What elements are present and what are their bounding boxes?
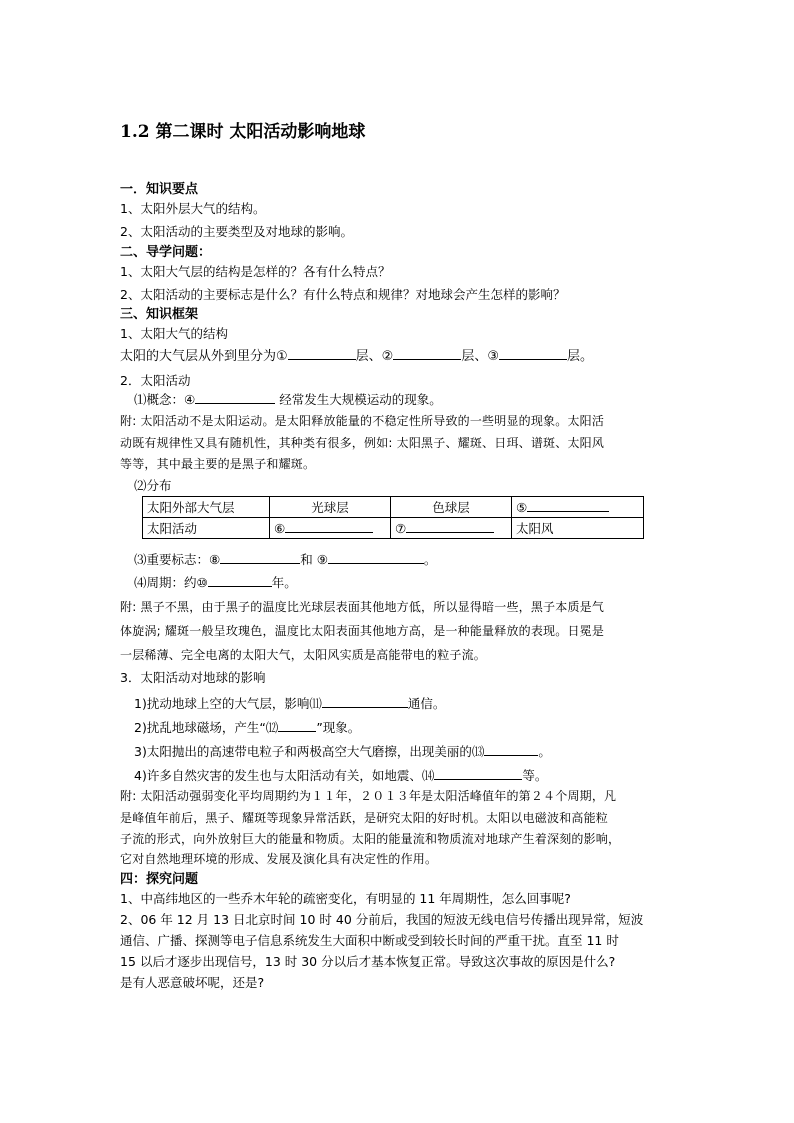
blank-9[interactable] xyxy=(328,551,424,564)
section1-item: 1、太阳外层大气的结构。 xyxy=(120,201,266,216)
impact-line: 1)扰动地球上空的大气层，影响⑾ 通信。 xyxy=(134,696,446,711)
period-line: ⑷周期：约⑩ 年。 xyxy=(134,575,297,590)
section4-line: 2、06 年 12 月 13 日北京时间 10 时 40 分前后，我国的短波无线电信号传播出现异常，短波 xyxy=(120,912,644,927)
section1-item: 2、太阳活动的主要类型及对地球的影响。 xyxy=(120,224,353,239)
table-cell: 光球层 xyxy=(270,497,391,518)
table-row xyxy=(143,497,644,518)
impact-line: 2)扰乱地球磁场，产生“⑿ ”现象。 xyxy=(134,720,361,735)
blank-10[interactable] xyxy=(208,574,272,587)
note3-line: 附: 太阳活动强弱变化平均周期约为１１年，２０１３年是太阳活峰值年的第２４个周期，凡 xyxy=(120,789,617,803)
blank-6[interactable] xyxy=(285,520,373,533)
section3-sub3: 3．太阳活动对地球的影响 xyxy=(120,670,266,685)
distribution-table xyxy=(142,496,644,539)
table-cell: 色球层 xyxy=(391,497,512,518)
section2-heading: 二、导学问题： xyxy=(120,245,212,260)
blank-11[interactable] xyxy=(322,695,408,708)
section4-line: 1、中高纬地区的一些乔木年轮的疏密变化，有明显的 11 年周期性，怎么回事呢? xyxy=(120,891,571,906)
layers-line: 太阳的大气层从外到里分为① 层、② 层、③ 层。 xyxy=(120,349,593,364)
section4-line: 是有人恶意破坏呢，还是? xyxy=(120,975,265,990)
page-title: 1.2 第二课时 太阳活动影响地球 xyxy=(120,122,366,142)
note1-line: 附: 太阳活动不是太阳运动。是太阳释放能量的不稳定性所导致的一些明显的现象。太阳活 xyxy=(120,414,605,428)
note2-line: 体旋涡; 耀斑一般呈玫瑰色，温度比太阳表面其他地方高，是一种能量释放的表现。日冕是 xyxy=(120,624,605,638)
concept-line: ⑴概念：④ 经常发生大规模运动的现象。 xyxy=(134,392,442,407)
table-cell: 太阳风 xyxy=(512,518,644,539)
blank-2[interactable] xyxy=(393,347,461,360)
section4-line: 15 以后才逐步出现信号，13 时 30 分以后才基本恢复正常。导致这次事故的原因是什么? xyxy=(120,954,616,969)
note3-line: 子流的形式，向外放射巨大的能量和物质。太阳的能量流和物质流对地球产生着深刻的影响， xyxy=(120,832,621,846)
blank-13[interactable] xyxy=(484,743,538,756)
table-row xyxy=(143,518,644,539)
note1-line: 动既有规律性又具有随机性，其种类有很多，例如: 太阳黑子、耀斑、日珥、谱斑、太阳风 xyxy=(120,436,605,450)
note1-line: 等等，其中最主要的是黑子和耀斑。 xyxy=(120,457,316,471)
table-cell: ⑥ xyxy=(270,518,391,539)
table-cell: 太阳外部大气层 xyxy=(143,497,270,518)
blank-7[interactable] xyxy=(406,520,494,533)
blank-1[interactable] xyxy=(288,347,356,360)
section1-heading: 一．知识要点 xyxy=(120,182,199,197)
note3-line: 它对自然地理环境的形成、发展及演化具有决定性的作用。 xyxy=(120,852,438,866)
signs-line: ⑶重要标志：⑧ 和 ⑨ 。 xyxy=(134,552,437,567)
note2-line: 附: 黑子不黑，由于黑子的温度比光球层表面其他地方低，所以显得暗一些，黑子本质是气 xyxy=(120,600,605,614)
table-cell: 太阳活动 xyxy=(143,518,270,539)
impact-line: 4)许多自然灾害的发生也与太阳活动有关，如地震、⒁ 等。 xyxy=(134,768,548,783)
distribution-label: ⑵分布 xyxy=(134,478,172,493)
section3-heading: 三、知识框架 xyxy=(120,307,199,322)
blank-14[interactable] xyxy=(434,767,522,780)
blank-3[interactable] xyxy=(499,347,567,360)
section2-item: 1、太阳大气层的结构是怎样的？各有什么特点？ xyxy=(120,264,391,279)
section4-heading: 四：探究问题 xyxy=(120,872,199,887)
note3-line: 是峰值年前后，黑子、耀斑等现象异常活跃，是研究太阳的好时机。太阳以电磁波和高能粒 xyxy=(120,811,609,825)
note2-line: 一层稀薄、完全电离的太阳大气，太阳风实质是高能带电的粒子流。 xyxy=(120,648,487,662)
impact-line: 3)太阳抛出的高速带电粒子和两极高空大气磨擦，出现美丽的⒀ 。 xyxy=(134,744,551,759)
section2-item: 2、太阳活动的主要标志是什么？有什么特点和规律？对地球会产生怎样的影响？ xyxy=(120,287,566,302)
table-cell: ⑦ xyxy=(391,518,512,539)
section4-line: 通信、广播、探测等电子信息系统发生大面积中断或受到较长时间的严重干扰。直至 11 时 xyxy=(120,933,619,948)
section3-sub1: 1、太阳大气的结构 xyxy=(120,326,228,341)
section3-sub2: 2．太阳活动 xyxy=(120,373,191,388)
blank-8[interactable] xyxy=(220,551,300,564)
table-cell: ⑤ xyxy=(512,497,644,518)
blank-5[interactable] xyxy=(527,499,609,512)
blank-12[interactable] xyxy=(278,719,316,732)
blank-4[interactable] xyxy=(195,391,275,404)
